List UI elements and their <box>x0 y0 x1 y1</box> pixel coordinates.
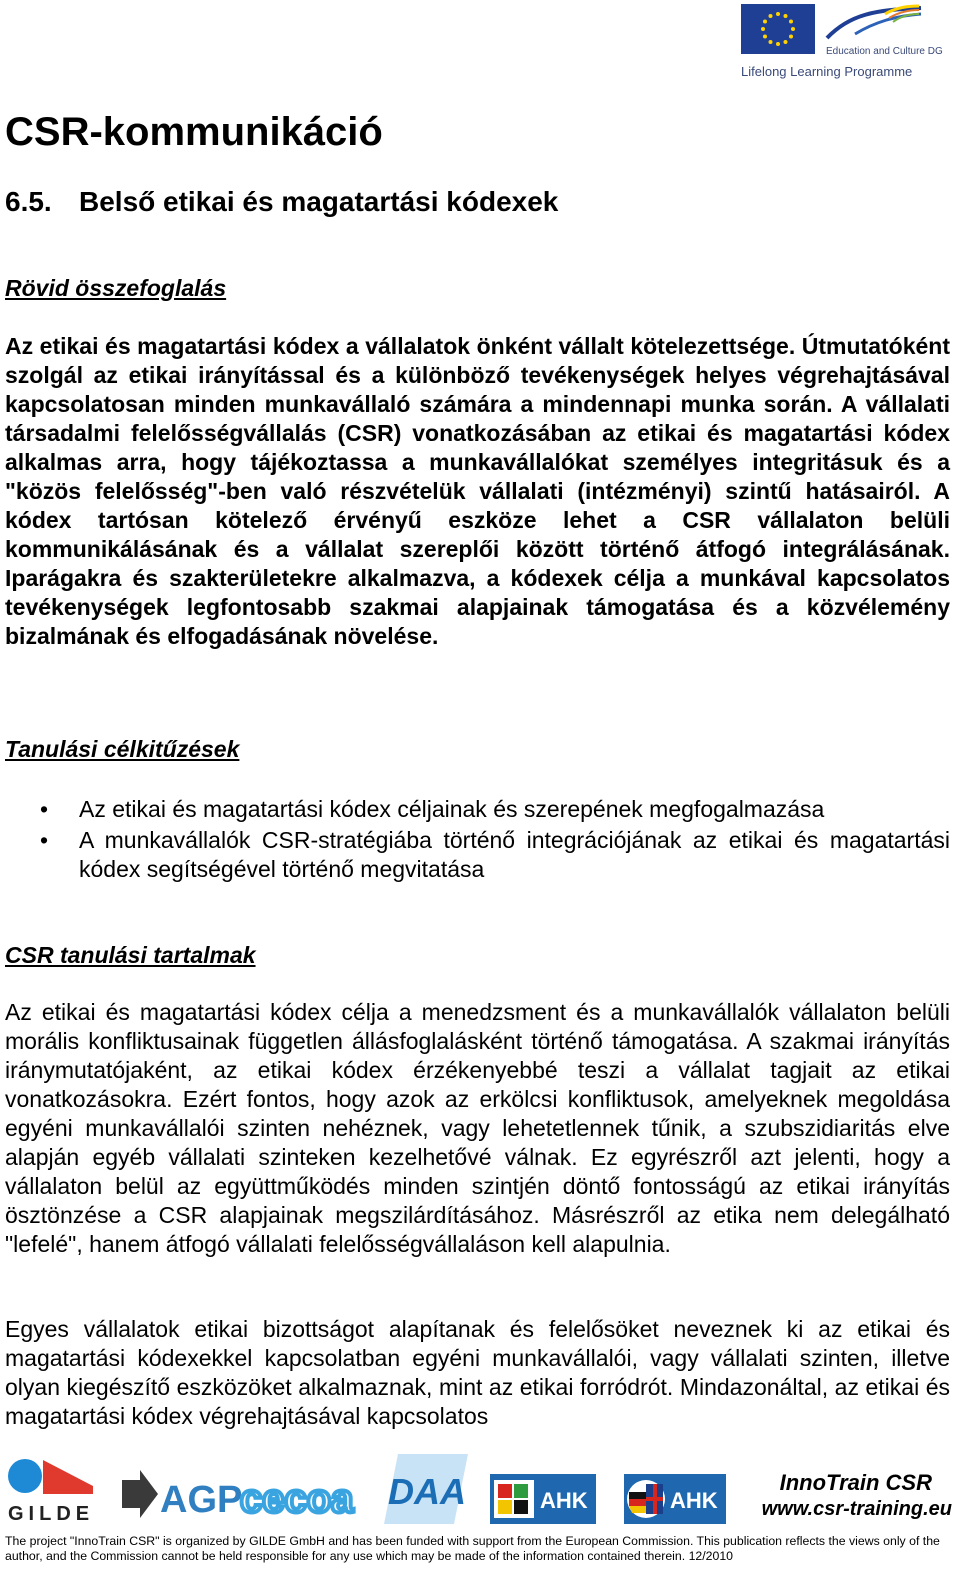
section-title: Belső etikai és magatartási kódexek <box>79 186 559 217</box>
lifelong-learning-programme-text: Lifelong Learning Programme <box>741 64 913 79</box>
objective-item <box>40 826 950 885</box>
contents-heading: CSR tanulási tartalmak <box>5 942 256 968</box>
ahk-logo-2 <box>624 1474 726 1524</box>
funding-disclaimer: The project "InnoTrain CSR" is organized by GILDE GmbH and has been funded with support from the European Commission. This publication reflects the views only of the author, and the Commission cannot be held responsible for any use which may be made of the information contained therein. 12/2010 <box>5 1534 940 1563</box>
daa-logo-text: DAA <box>388 1471 466 1512</box>
objective-text: A munkavállalók CSR-stratégiába történő integrációjának az etikai és magatartási kódex segítségével történő megvitatása <box>79 826 950 882</box>
contents-paragraph-2: Egyes vállalatok etikai bizottságot alapítanak és felelősöket neveznek ki az etikai és magatartási kódexekkel kapcsolatban egyéni munkavállalói, vagy vállalati szinten, illetve olyan kiegészítő eszközöket alkalmaznak, mint az etikai forródrót. Mindazonáltal, az etikai és magatartási kódex végrehajtásával kapcsolatos <box>5 1316 950 1429</box>
swoosh-icon <box>825 4 925 49</box>
section-number: 6.5. <box>5 186 52 217</box>
cecoa-logo-text: cecoa <box>240 1477 354 1521</box>
summary-paragraph: Az etikai és magatartási kódex a vállalatok önként vállalt kötelezettsége. Útmutatóként szolgál az etikai irányítással és a különböző tevékenységek helyes végrehajtásával kapcsolatosan minden munkavállaló számára a mindennapi munka során. A vállalati társadalmi felelősségvállalás (CSR) vonatkozásában az etikai és magatartási kódex alkalmas arra, hogy tájékoztassa a munkavállalókat személyes integritásuk és a "közös felelősség"-ben való részvételük vállalati (intézményi) szintű hatásairól. A kódex tartósan kötelező érvényű eszköze lehet a CSR vállalaton belüli kommunikálásának és a vállalat szereplői között történő átfogó integrálásának. Iparágakra és szakterületekre alkalmazva, a kódexek célja a munkával kapcsolatos tevékenységek legfontosabb szakmai alapjainak támogatása és a közvélemény bizalmának és elfogadásának növelése. <box>5 333 950 649</box>
agp-logo-text: AGP <box>160 1479 243 1521</box>
contents-paragraph-1: Az etikai és magatartási kódex célja a menedzsment és a munkavállalók vállalaton belüli morális konfliktusainak független állásfoglalásként történő támogatása. A szakmai irányítás iránymutatójaként, az etikai kódex érzékenyebbé teszi a vállalat tagjait az etikai vonatkozásokra. Ezért fontos, hogy azok az erkölcsi konfliktusok, amelyeknek megoldása egyéni munkavállalói szinten nehéznek, vagy lehetetlennek tűnik, a szubszidiaritás elve alapján egyéb vállalati szinteken kezelhetővé válnak. Ez egyrészről azt jelenti, hogy a vállalaton belül az együttműködés minden szintjén döntő fontosságú az etikai irányítás ösztönzése a CSR alapjainak megszilárdításához. Másrészről az etika nem delegálható "lefelé", hanem átfogó vállalati felelősségvállaláson kell alapulnia. <box>5 999 950 1257</box>
objectives-heading: Tanulási célkitűzések <box>5 736 240 762</box>
cecoa-logo <box>240 1477 368 1521</box>
daa-logo <box>384 1454 468 1524</box>
innotrain-url[interactable]: www.csr-training.eu <box>761 1498 952 1520</box>
section-heading <box>5 184 558 220</box>
lifelong-learning-programme-logo <box>741 4 960 84</box>
summary-heading: Rövid összefoglalás <box>5 275 227 301</box>
ahk-logo-1-text: AHK <box>540 1488 588 1513</box>
gilde-logo <box>5 1456 95 1524</box>
eu-flag-icon <box>741 4 815 54</box>
ahk-logo-2-text: AHK <box>670 1488 718 1513</box>
agp-logo <box>118 1466 243 1522</box>
objective-text: Az etikai és magatartási kódex céljainak és szerepének megfogalmazása <box>79 796 825 822</box>
bullet-icon: • <box>40 796 49 822</box>
ahk-logo-1 <box>490 1474 596 1524</box>
bullet-icon: • <box>40 826 49 853</box>
objectives-list <box>40 795 950 886</box>
document-title: CSR-kommunikáció <box>5 110 383 154</box>
innotrain-brand <box>752 1470 952 1522</box>
objective-item <box>40 795 950 825</box>
innotrain-title: InnoTrain CSR <box>779 1470 932 1495</box>
gilde-logo-text: GILDE <box>8 1503 95 1525</box>
education-culture-dg-text: Education and Culture DG <box>826 46 943 57</box>
